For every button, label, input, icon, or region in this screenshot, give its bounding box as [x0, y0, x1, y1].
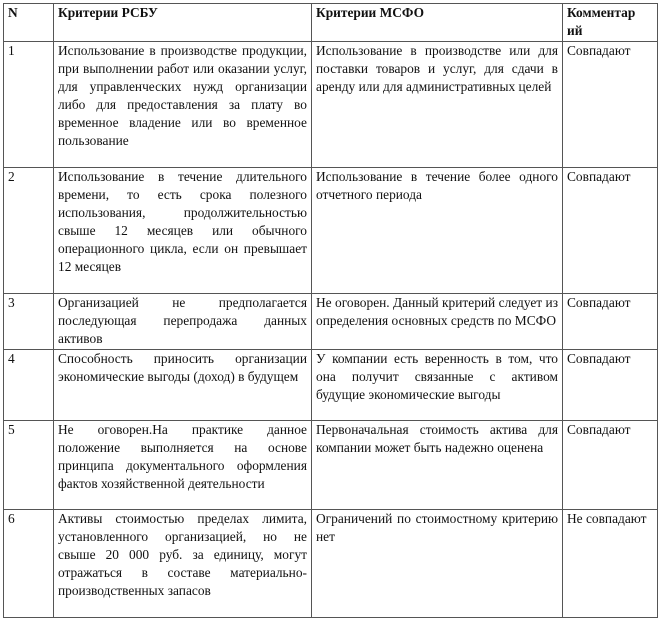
table-row — [4, 168, 658, 294]
criteria-table-container — [3, 3, 658, 618]
table-row — [4, 294, 658, 350]
msfo-criterion: У компании есть веренность в том, что она получит связанные с активом будущие экономические выгоды — [312, 350, 563, 421]
comparison-comment: Совпадают — [563, 421, 658, 510]
comparison-comment: Совпадают — [563, 168, 658, 294]
row-number: 2 — [4, 168, 54, 294]
comparison-comment: Совпадают — [563, 42, 658, 168]
rsbu-criterion: Активы стоимостью пределах лимита, установленного организацией, но не свыше 20 000 руб. за единицу, могут отражаться в составе материально-производственных запасов — [54, 510, 312, 618]
comparison-comment: Совпадают — [563, 350, 658, 421]
criteria-comparison-table — [3, 3, 658, 618]
msfo-criterion: Использование в течение более одного отчетного периода — [312, 168, 563, 294]
row-number: 1 — [4, 42, 54, 168]
msfo-criterion: Ограничений по стоимостному критерию нет — [312, 510, 563, 618]
table-row — [4, 510, 658, 618]
table-header-row — [4, 4, 658, 42]
rsbu-criterion: Использование в течение длительного времени, то есть срока полезного использования, продолжительностью свыше 12 месяцев или обычного операционного цикла, если он превышает 12 месяцев — [54, 168, 312, 294]
msfo-criterion: Первоначальная стоимость актива для компании может быть надежно оценена — [312, 421, 563, 510]
msfo-criterion: Не оговорен. Данный критерий следует из определения основных средств по МСФО — [312, 294, 563, 350]
comparison-comment: Не совпадают — [563, 510, 658, 618]
rsbu-criterion: Способность приносить организации экономические выгоды (доход) в будущем — [54, 350, 312, 421]
header-msfo-criteria: Критерии МСФО — [312, 4, 563, 42]
header-number: N — [4, 4, 54, 42]
table-row — [4, 421, 658, 510]
row-number: 4 — [4, 350, 54, 421]
rsbu-criterion: Не оговорен.На практике данное положение выполняется на основе принципа документального оформления фактов хозяйственной деятельности — [54, 421, 312, 510]
rsbu-criterion: Организацией не предполагается последующая перепродажа данных активов — [54, 294, 312, 350]
msfo-criterion: Использование в производстве или для поставки товаров и услуг, для сдачи в аренду или для административных целей — [312, 42, 563, 168]
row-number: 5 — [4, 421, 54, 510]
table-row — [4, 42, 658, 168]
table-row — [4, 350, 658, 421]
header-comment: Комментар ий — [563, 4, 658, 42]
row-number: 3 — [4, 294, 54, 350]
row-number: 6 — [4, 510, 54, 618]
rsbu-criterion: Использование в производстве продукции, при выполнении работ или оказании услуг, для управленческих нужд организации либо для предоставления за плату во временное владение или во временное пользование — [54, 42, 312, 168]
comparison-comment: Совпадают — [563, 294, 658, 350]
header-rsbu-criteria: Критерии РСБУ — [54, 4, 312, 42]
